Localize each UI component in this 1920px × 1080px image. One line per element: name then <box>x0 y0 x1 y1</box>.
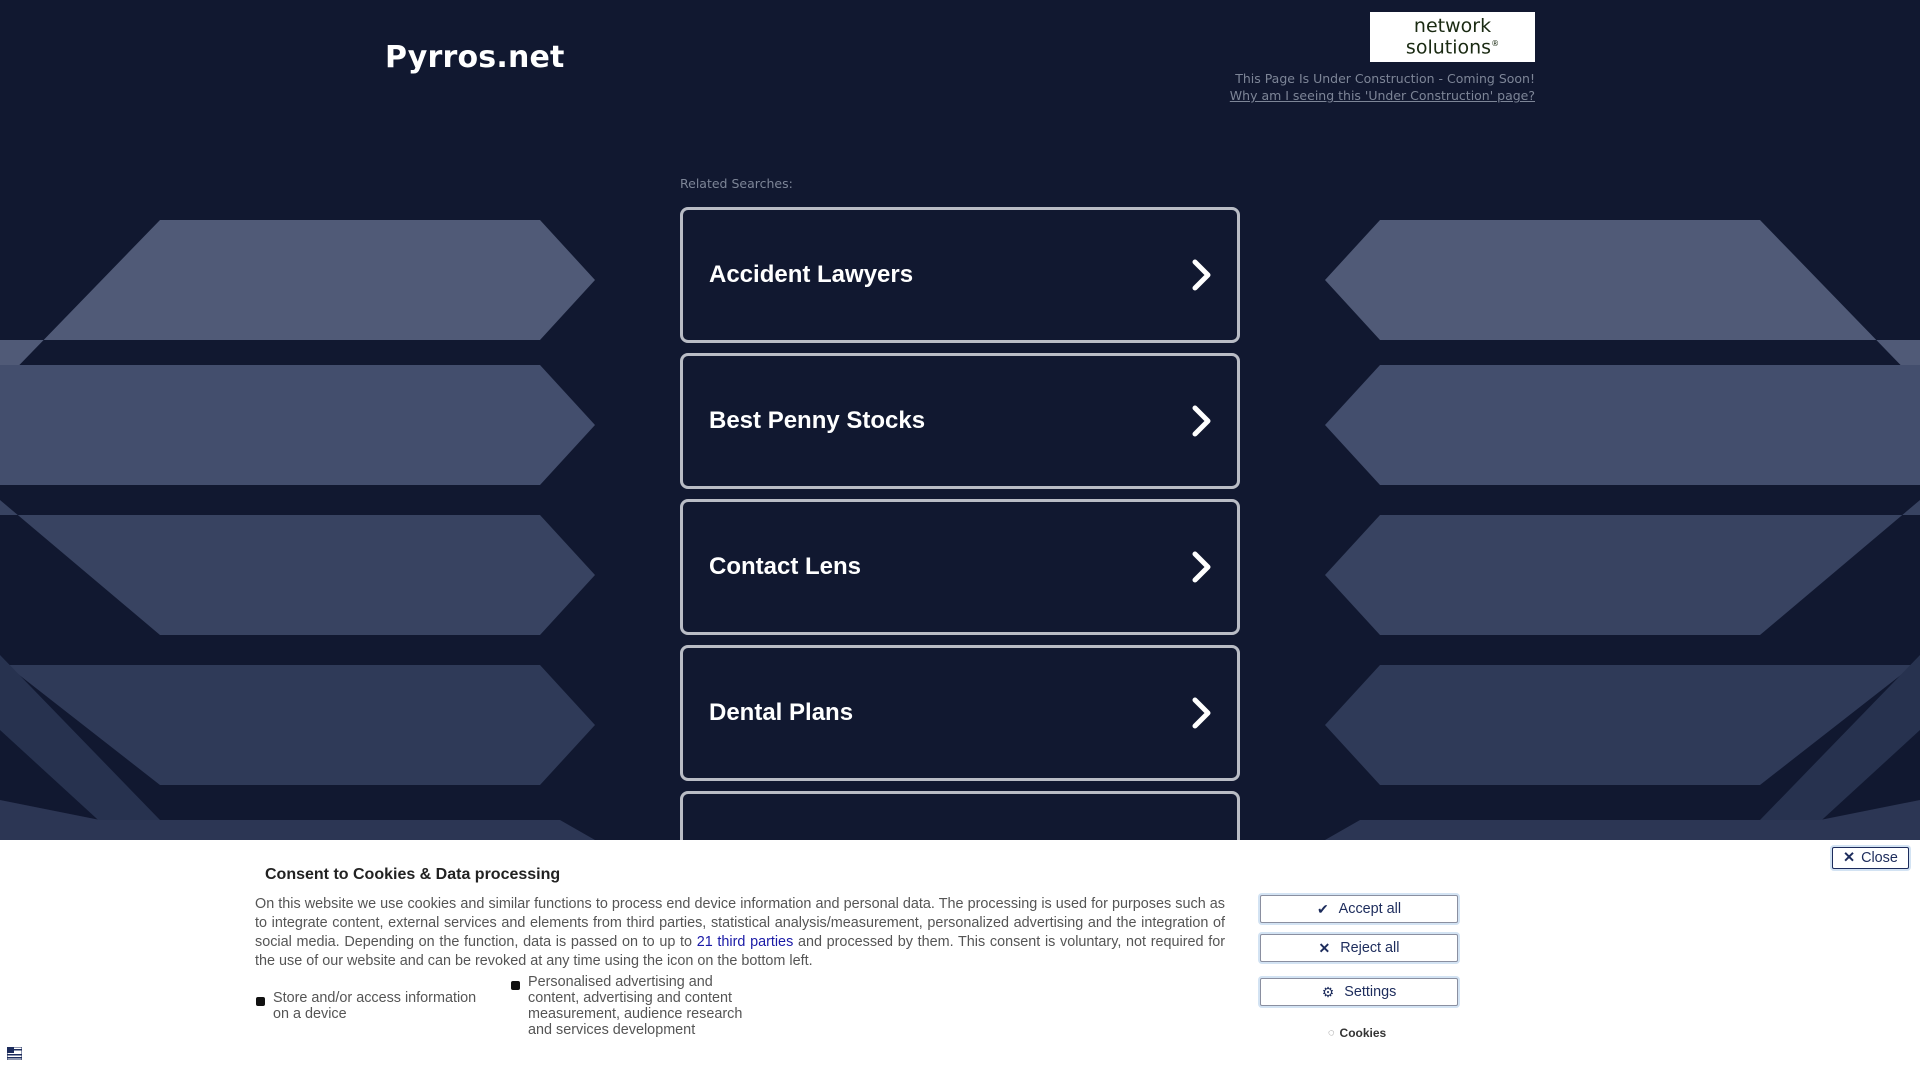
search-item-label: Dental Plans <box>709 699 854 726</box>
chevron-right-icon <box>1191 550 1213 584</box>
logo-registered-mark: ® <box>1491 39 1500 49</box>
reject-label: Reject all <box>1340 940 1400 956</box>
related-searches-list <box>680 207 1240 937</box>
search-item-contact-lens[interactable] <box>680 499 1240 635</box>
chevron-right-icon <box>1191 258 1213 292</box>
search-item-label: Accident Lawyers <box>709 261 914 288</box>
accept-all-button[interactable] <box>1260 895 1458 923</box>
cookie-text-before: On this website we use cookies and similar functions to process end device information and personal data. The processing is used for purposes such as to integrate content, external services and elements from third parties, statistical analysis/measurement, personalized advertising and the integration of social media. Depending on the function, data is passed on to up to <box>255 896 1225 950</box>
under-construction-text: This Page Is Under Construction - Coming Soon! <box>1235 71 1535 86</box>
cookies-link[interactable] <box>1328 1026 1386 1040</box>
related-searches-heading: Related Searches: <box>680 176 793 191</box>
purpose-label: Store and/or access information on a device <box>273 990 477 1022</box>
purpose-bullet-icon <box>256 997 265 1006</box>
x-icon: ✕ <box>1318 939 1331 956</box>
search-item-best-penny-stocks[interactable] <box>680 353 1240 489</box>
search-item-accident-lawyers[interactable] <box>680 207 1240 343</box>
purpose-bullet-icon <box>511 981 520 990</box>
domain-title: Pyrros.net <box>385 40 565 75</box>
reject-all-button[interactable] <box>1260 934 1458 962</box>
settings-button[interactable] <box>1260 978 1458 1006</box>
flag-icon[interactable] <box>7 1047 22 1060</box>
chevron-right-icon <box>1191 696 1213 730</box>
settings-label: Settings <box>1344 984 1397 1000</box>
gear-icon: ⚙ <box>1321 983 1335 1000</box>
cookie-text-after: and processed by them. This consent is voluntary, not required for the use of our website and can be revoked at any time using the icon on the bottom left. <box>255 934 1225 969</box>
cookies-label: Cookies <box>1339 1026 1387 1040</box>
check-icon: ✔ <box>1316 900 1329 917</box>
network-solutions-logo[interactable] <box>1370 12 1535 62</box>
logo-line2: solutions <box>1405 36 1492 59</box>
cookie-description <box>255 895 1225 971</box>
close-label: Close <box>1861 850 1898 866</box>
under-construction-notice <box>1230 70 1535 104</box>
purpose-personalised-advertising <box>511 974 751 1038</box>
close-icon: ✕ <box>1843 850 1856 866</box>
search-item-label: Contact Lens <box>709 553 862 580</box>
cookie-consent-panel <box>0 840 1920 1080</box>
cookie-title: Consent to Cookies & Data processing <box>265 866 561 883</box>
chevron-right-icon <box>1191 404 1213 438</box>
search-item-dental-plans[interactable] <box>680 645 1240 781</box>
why-under-construction-link[interactable]: Why am I seeing this 'Under Construction' page? <box>1229 88 1535 103</box>
purpose-label: Personalised advertising and content, advertising and content measurement, audience research and services development <box>528 974 743 1038</box>
cookie-icon: ◌ <box>1328 1027 1335 1039</box>
third-parties-link[interactable]: 21 third parties <box>696 934 794 950</box>
search-item-label: Best Penny Stocks <box>709 407 926 434</box>
accept-label: Accept all <box>1338 901 1402 917</box>
purpose-store-access <box>256 990 496 1022</box>
logo-line1: network <box>1413 15 1492 38</box>
close-button[interactable] <box>1832 847 1909 869</box>
